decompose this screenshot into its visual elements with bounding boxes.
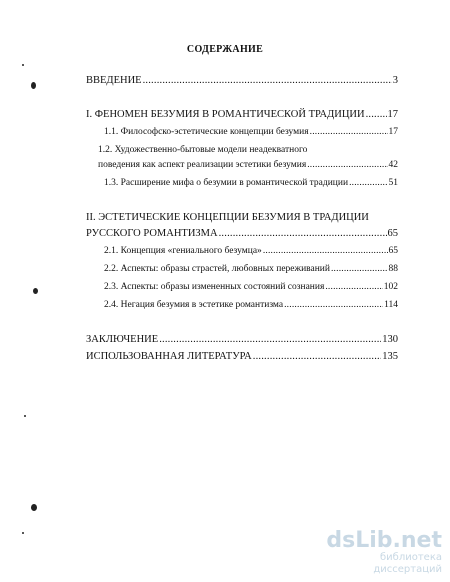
toc-leader-dots [307, 159, 387, 172]
toc-entry-1-2[interactable] [98, 159, 398, 172]
toc-entry-title: 2.3. Аспекты: образы измененных состояний сознания [104, 282, 325, 292]
toc-entry-title: 2.4. Негация безумия в эстетике романтизма [104, 300, 284, 310]
toc-leader-dots [219, 227, 387, 240]
toc-entry-chapter-1[interactable] [86, 108, 398, 121]
toc-entry-1-3[interactable] [104, 177, 398, 190]
toc-entry-2-4[interactable] [104, 299, 398, 312]
toc-leader-dots [331, 263, 388, 276]
toc-leader-dots [143, 74, 392, 87]
toc-leader-dots [284, 299, 383, 312]
toc-entry-title: поведения как аспект реализации эстетики безумия [98, 160, 307, 170]
toc-entry-title: ЗАКЛЮЧЕНИЕ [86, 334, 159, 345]
toc-leader-dots [253, 350, 382, 363]
toc-entry-page: 42 [388, 160, 398, 170]
toc-entry-page: 135 [382, 351, 398, 362]
toc-leader-dots [159, 333, 381, 346]
toc-entry-title: ВВЕДЕНИЕ [86, 75, 142, 86]
watermark-caption: библиотека диссертаций [373, 552, 442, 575]
watermark-logo: dsLib.net [326, 528, 442, 553]
scan-speck [22, 532, 24, 534]
scan-speck [31, 504, 37, 511]
toc-entry-chapter-2-line1: II. ЭСТЕТИЧЕСКИЕ КОНЦЕПЦИИ БЕЗУМИЯ В ТРАДИЦИИ [86, 212, 369, 223]
toc-entry-page: 65 [388, 246, 398, 256]
toc-entry-2-1[interactable] [104, 245, 398, 258]
toc-entry-page: 65 [387, 228, 398, 239]
toc-entry-2-3[interactable] [104, 281, 398, 294]
toc-entry-1-1[interactable] [104, 126, 398, 139]
toc-entry-chapter-2[interactable] [86, 227, 398, 240]
toc-entry-page: 114 [384, 300, 398, 310]
toc-entry-title: I. ФЕНОМЕН БЕЗУМИЯ В РОМАНТИЧЕСКОЙ ТРАДИЦИИ [86, 109, 365, 120]
toc-entry-title: 2.1. Концепция «гениального безумца» [104, 246, 262, 256]
toc-entry-title: 1.3. Расширение мифа о безумии в романтической традиции [104, 178, 349, 188]
toc-entry-literature[interactable] [86, 350, 398, 363]
toc-entry-page: 51 [388, 178, 398, 188]
scan-speck [22, 64, 24, 66]
toc-leader-dots [366, 108, 387, 121]
toc-entry-page: 17 [387, 109, 398, 120]
toc-entry-page: 17 [388, 127, 398, 137]
dslib-watermark [322, 530, 442, 576]
toc-leader-dots [325, 281, 382, 294]
toc-entry-title: 1.1. Философско-эстетические концепции безумия [104, 127, 309, 137]
toc-leader-dots [263, 245, 388, 258]
toc-entry-conclusion[interactable] [86, 333, 398, 346]
toc-entry-2-2[interactable] [104, 263, 398, 276]
toc-entry-page: 3 [392, 75, 398, 86]
toc-entry-title: 2.2. Аспекты: образы страстей, любовных переживаний [104, 264, 330, 274]
scan-speck [33, 288, 38, 294]
toc-entry-intro[interactable] [86, 74, 398, 87]
scan-speck [31, 82, 36, 89]
toc-leader-dots [349, 177, 387, 190]
toc-leader-dots [310, 126, 388, 139]
toc-entry-title: ИСПОЛЬЗОВАННАЯ ЛИТЕРАТУРА [86, 351, 252, 362]
toc-entry-1-2-line1: 1.2. Художественно-бытовые модели неадекватного [98, 145, 308, 155]
scan-speck [24, 415, 26, 417]
toc-heading: СОДЕРЖАНИЕ [186, 44, 264, 55]
toc-entry-page: 88 [388, 264, 398, 274]
toc-entry-page: 102 [383, 282, 398, 292]
toc-entry-title: РУССКОГО РОМАНТИЗМА [86, 228, 218, 239]
toc-entry-page: 130 [382, 334, 398, 345]
